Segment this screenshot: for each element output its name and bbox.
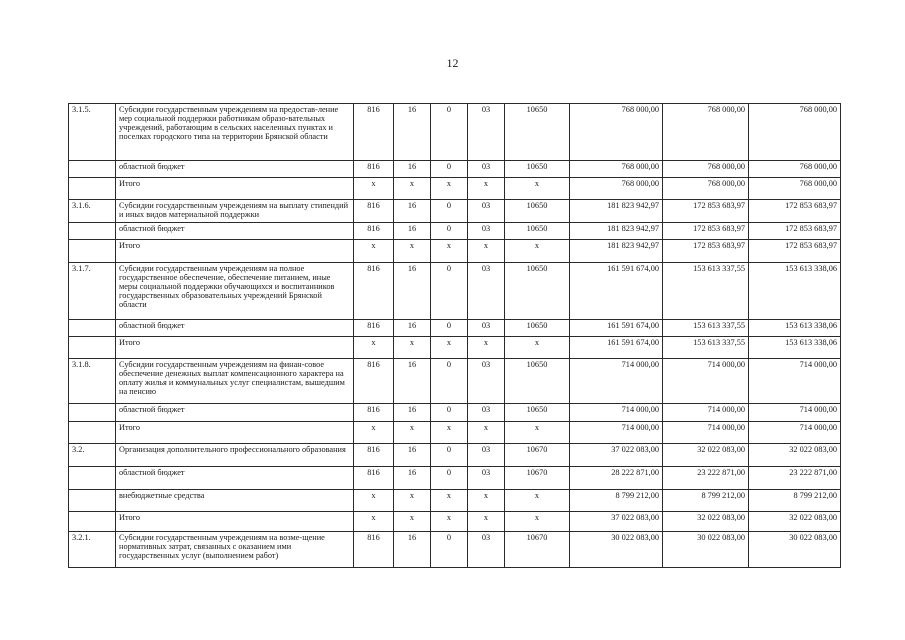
code-program: x (468, 422, 505, 444)
amount-plan: 28 222 871,00 (570, 467, 663, 490)
amount-plan: 181 823 942,97 (570, 223, 663, 240)
code-subsection: x (431, 422, 468, 444)
row-number (69, 161, 116, 178)
code-program: 03 (468, 200, 505, 223)
code-program: 03 (468, 359, 505, 404)
amount-approved: 714 000,00 (663, 359, 749, 404)
amount-executed: 714 000,00 (749, 422, 841, 444)
code-subsection: 0 (431, 532, 468, 568)
table-row (69, 320, 841, 337)
amount-executed: 153 613 338,06 (749, 337, 841, 359)
code-target-article: 10650 (505, 223, 570, 240)
table-row (69, 532, 841, 568)
row-number: 3.2. (69, 444, 116, 467)
amount-executed: 153 613 338,06 (749, 320, 841, 337)
code-subsection: 0 (431, 104, 468, 161)
code-section: 16 (394, 263, 431, 320)
amount-executed: 8 799 212,00 (749, 490, 841, 512)
code-section: 16 (394, 359, 431, 404)
row-description: Организация дополнительного профессионального образования (116, 444, 354, 467)
code-department: 816 (354, 104, 394, 161)
table-row (69, 444, 841, 467)
code-program: x (468, 490, 505, 512)
code-subsection: x (431, 490, 468, 512)
code-program: x (468, 240, 505, 263)
code-department: 816 (354, 404, 394, 422)
amount-approved: 153 613 337,55 (663, 337, 749, 359)
code-target-article: x (505, 178, 570, 200)
code-subsection: 0 (431, 200, 468, 223)
code-program: 03 (468, 320, 505, 337)
code-target-article: 10650 (505, 161, 570, 178)
code-department: 816 (354, 532, 394, 568)
code-subsection: x (431, 512, 468, 532)
row-number (69, 178, 116, 200)
amount-plan: 181 823 942,97 (570, 240, 663, 263)
amount-plan: 714 000,00 (570, 359, 663, 404)
amount-approved: 8 799 212,00 (663, 490, 749, 512)
code-program: x (468, 512, 505, 532)
table-body (69, 104, 841, 568)
table-row (69, 467, 841, 490)
amount-approved: 32 022 083,00 (663, 444, 749, 467)
amount-plan: 161 591 674,00 (570, 263, 663, 320)
row-description: Субсидии государственным учреждениям на финан-совое обеспечение денежных выплат компенсационного характера на оплату жилья и коммунальных услуг специалистам, вышедшим на пенсию (116, 359, 354, 404)
code-section: 16 (394, 467, 431, 490)
row-number (69, 240, 116, 263)
code-department: 816 (354, 223, 394, 240)
row-description: Субсидии государственным учреждениям на выплату стипендий и иных видов материальной поддержки (116, 200, 354, 223)
table-row (69, 490, 841, 512)
row-number: 3.1.8. (69, 359, 116, 404)
code-section: x (394, 178, 431, 200)
row-description: Субсидии государственным учреждениям на предостав-ление мер социальной поддержки работникам образо-вательных учреждений, работающим в сельских населенных пунктах и поселках городского типа на территории Брянской области (116, 104, 354, 161)
code-target-article: x (505, 490, 570, 512)
code-department: x (354, 490, 394, 512)
code-target-article: 10650 (505, 104, 570, 161)
code-subsection: x (431, 240, 468, 263)
table-row (69, 404, 841, 422)
code-subsection: 0 (431, 161, 468, 178)
row-description: Итого (116, 512, 354, 532)
code-subsection: 0 (431, 223, 468, 240)
table-row (69, 359, 841, 404)
row-description: Итого (116, 422, 354, 444)
code-subsection: 0 (431, 404, 468, 422)
code-department: x (354, 240, 394, 263)
code-target-article: 10670 (505, 532, 570, 568)
code-section: x (394, 240, 431, 263)
code-target-article: 10670 (505, 467, 570, 490)
row-number (69, 404, 116, 422)
code-program: 03 (468, 223, 505, 240)
code-program: x (468, 178, 505, 200)
code-subsection: 0 (431, 359, 468, 404)
code-subsection: 0 (431, 320, 468, 337)
amount-executed: 714 000,00 (749, 404, 841, 422)
amount-executed: 172 853 683,97 (749, 240, 841, 263)
amount-plan: 30 022 083,00 (570, 532, 663, 568)
row-description: областной бюджет (116, 223, 354, 240)
code-program: 03 (468, 532, 505, 568)
amount-plan: 768 000,00 (570, 161, 663, 178)
amount-plan: 714 000,00 (570, 404, 663, 422)
amount-approved: 32 022 083,00 (663, 512, 749, 532)
amount-approved: 714 000,00 (663, 422, 749, 444)
code-target-article: 10650 (505, 200, 570, 223)
amount-executed: 768 000,00 (749, 104, 841, 161)
code-section: 16 (394, 200, 431, 223)
row-number: 3.2.1. (69, 532, 116, 568)
amount-approved: 172 853 683,97 (663, 200, 749, 223)
amount-plan: 181 823 942,97 (570, 200, 663, 223)
code-program: 03 (468, 104, 505, 161)
code-subsection: x (431, 178, 468, 200)
amount-executed: 153 613 338,06 (749, 263, 841, 320)
code-section: x (394, 512, 431, 532)
code-section: 16 (394, 444, 431, 467)
code-subsection: 0 (431, 444, 468, 467)
table-row (69, 104, 841, 161)
code-section: 16 (394, 104, 431, 161)
row-description: областной бюджет (116, 161, 354, 178)
row-description: Итого (116, 337, 354, 359)
code-department: x (354, 178, 394, 200)
row-description: областной бюджет (116, 320, 354, 337)
code-department: 816 (354, 161, 394, 178)
row-description: Итого (116, 178, 354, 200)
amount-executed: 172 853 683,97 (749, 200, 841, 223)
amount-executed: 172 853 683,97 (749, 223, 841, 240)
amount-plan: 768 000,00 (570, 178, 663, 200)
row-number (69, 223, 116, 240)
amount-approved: 172 853 683,97 (663, 223, 749, 240)
table-row (69, 223, 841, 240)
table-row (69, 240, 841, 263)
amount-executed: 32 022 083,00 (749, 444, 841, 467)
code-program: 03 (468, 161, 505, 178)
code-section: 16 (394, 404, 431, 422)
code-section: x (394, 337, 431, 359)
code-target-article: x (505, 240, 570, 263)
code-subsection: 0 (431, 467, 468, 490)
code-subsection: x (431, 337, 468, 359)
amount-plan: 37 022 083,00 (570, 444, 663, 467)
row-description: областной бюджет (116, 467, 354, 490)
code-program: x (468, 337, 505, 359)
code-section: 16 (394, 161, 431, 178)
code-target-article: x (505, 422, 570, 444)
row-number (69, 422, 116, 444)
code-program: 03 (468, 404, 505, 422)
table-row (69, 512, 841, 532)
row-number (69, 320, 116, 337)
code-department: x (354, 337, 394, 359)
row-description: Субсидии государственным учреждениям на полное государственное обеспечение, обеспечение питанием, иные меры социальной поддержки обучающихся и воспитанников государственных образовательных учреждений Брянской области (116, 263, 354, 320)
amount-approved: 768 000,00 (663, 178, 749, 200)
amount-approved: 768 000,00 (663, 104, 749, 161)
code-target-article: 10650 (505, 404, 570, 422)
amount-executed: 32 022 083,00 (749, 512, 841, 532)
amount-executed: 714 000,00 (749, 359, 841, 404)
amount-approved: 172 853 683,97 (663, 240, 749, 263)
table-row (69, 337, 841, 359)
code-program: 03 (468, 467, 505, 490)
amount-plan: 37 022 083,00 (570, 512, 663, 532)
amount-plan: 161 591 674,00 (570, 320, 663, 337)
amount-plan: 714 000,00 (570, 422, 663, 444)
code-department: 816 (354, 444, 394, 467)
table-row (69, 178, 841, 200)
row-number (69, 490, 116, 512)
amount-approved: 30 022 083,00 (663, 532, 749, 568)
amount-executed: 30 022 083,00 (749, 532, 841, 568)
table-row (69, 422, 841, 444)
code-target-article: 10650 (505, 320, 570, 337)
table-row (69, 200, 841, 223)
amount-approved: 23 222 871,00 (663, 467, 749, 490)
amount-plan: 8 799 212,00 (570, 490, 663, 512)
code-department: 816 (354, 320, 394, 337)
row-description: Субсидии государственным учреждениям на возме-щение нормативных затрат, связанных с оказанием ими государственных услуг (выполнением работ) (116, 532, 354, 568)
code-program: 03 (468, 444, 505, 467)
row-number (69, 337, 116, 359)
row-number: 3.1.6. (69, 200, 116, 223)
code-department: 816 (354, 467, 394, 490)
code-department: x (354, 512, 394, 532)
row-description: областной бюджет (116, 404, 354, 422)
budget-table (68, 103, 841, 568)
row-number: 3.1.5. (69, 104, 116, 161)
row-description: Итого (116, 240, 354, 263)
code-subsection: 0 (431, 263, 468, 320)
code-target-article: 10650 (505, 359, 570, 404)
table-row (69, 161, 841, 178)
row-number: 3.1.7. (69, 263, 116, 320)
code-target-article: x (505, 512, 570, 532)
amount-approved: 153 613 337,55 (663, 320, 749, 337)
row-description: внебюджетные средства (116, 490, 354, 512)
code-section: x (394, 490, 431, 512)
amount-plan: 161 591 674,00 (570, 337, 663, 359)
code-department: 816 (354, 200, 394, 223)
code-target-article: 10670 (505, 444, 570, 467)
table-row (69, 263, 841, 320)
page-number: 12 (446, 56, 459, 70)
amount-approved: 153 613 337,55 (663, 263, 749, 320)
row-number (69, 467, 116, 490)
code-program: 03 (468, 263, 505, 320)
code-section: 16 (394, 320, 431, 337)
amount-executed: 768 000,00 (749, 161, 841, 178)
code-target-article: x (505, 337, 570, 359)
amount-executed: 768 000,00 (749, 178, 841, 200)
code-department: x (354, 422, 394, 444)
code-target-article: 10650 (505, 263, 570, 320)
code-department: 816 (354, 263, 394, 320)
code-section: 16 (394, 223, 431, 240)
amount-plan: 768 000,00 (570, 104, 663, 161)
amount-approved: 714 000,00 (663, 404, 749, 422)
row-number (69, 512, 116, 532)
amount-approved: 768 000,00 (663, 161, 749, 178)
code-department: 816 (354, 359, 394, 404)
code-section: 16 (394, 532, 431, 568)
amount-executed: 23 222 871,00 (749, 467, 841, 490)
code-section: x (394, 422, 431, 444)
